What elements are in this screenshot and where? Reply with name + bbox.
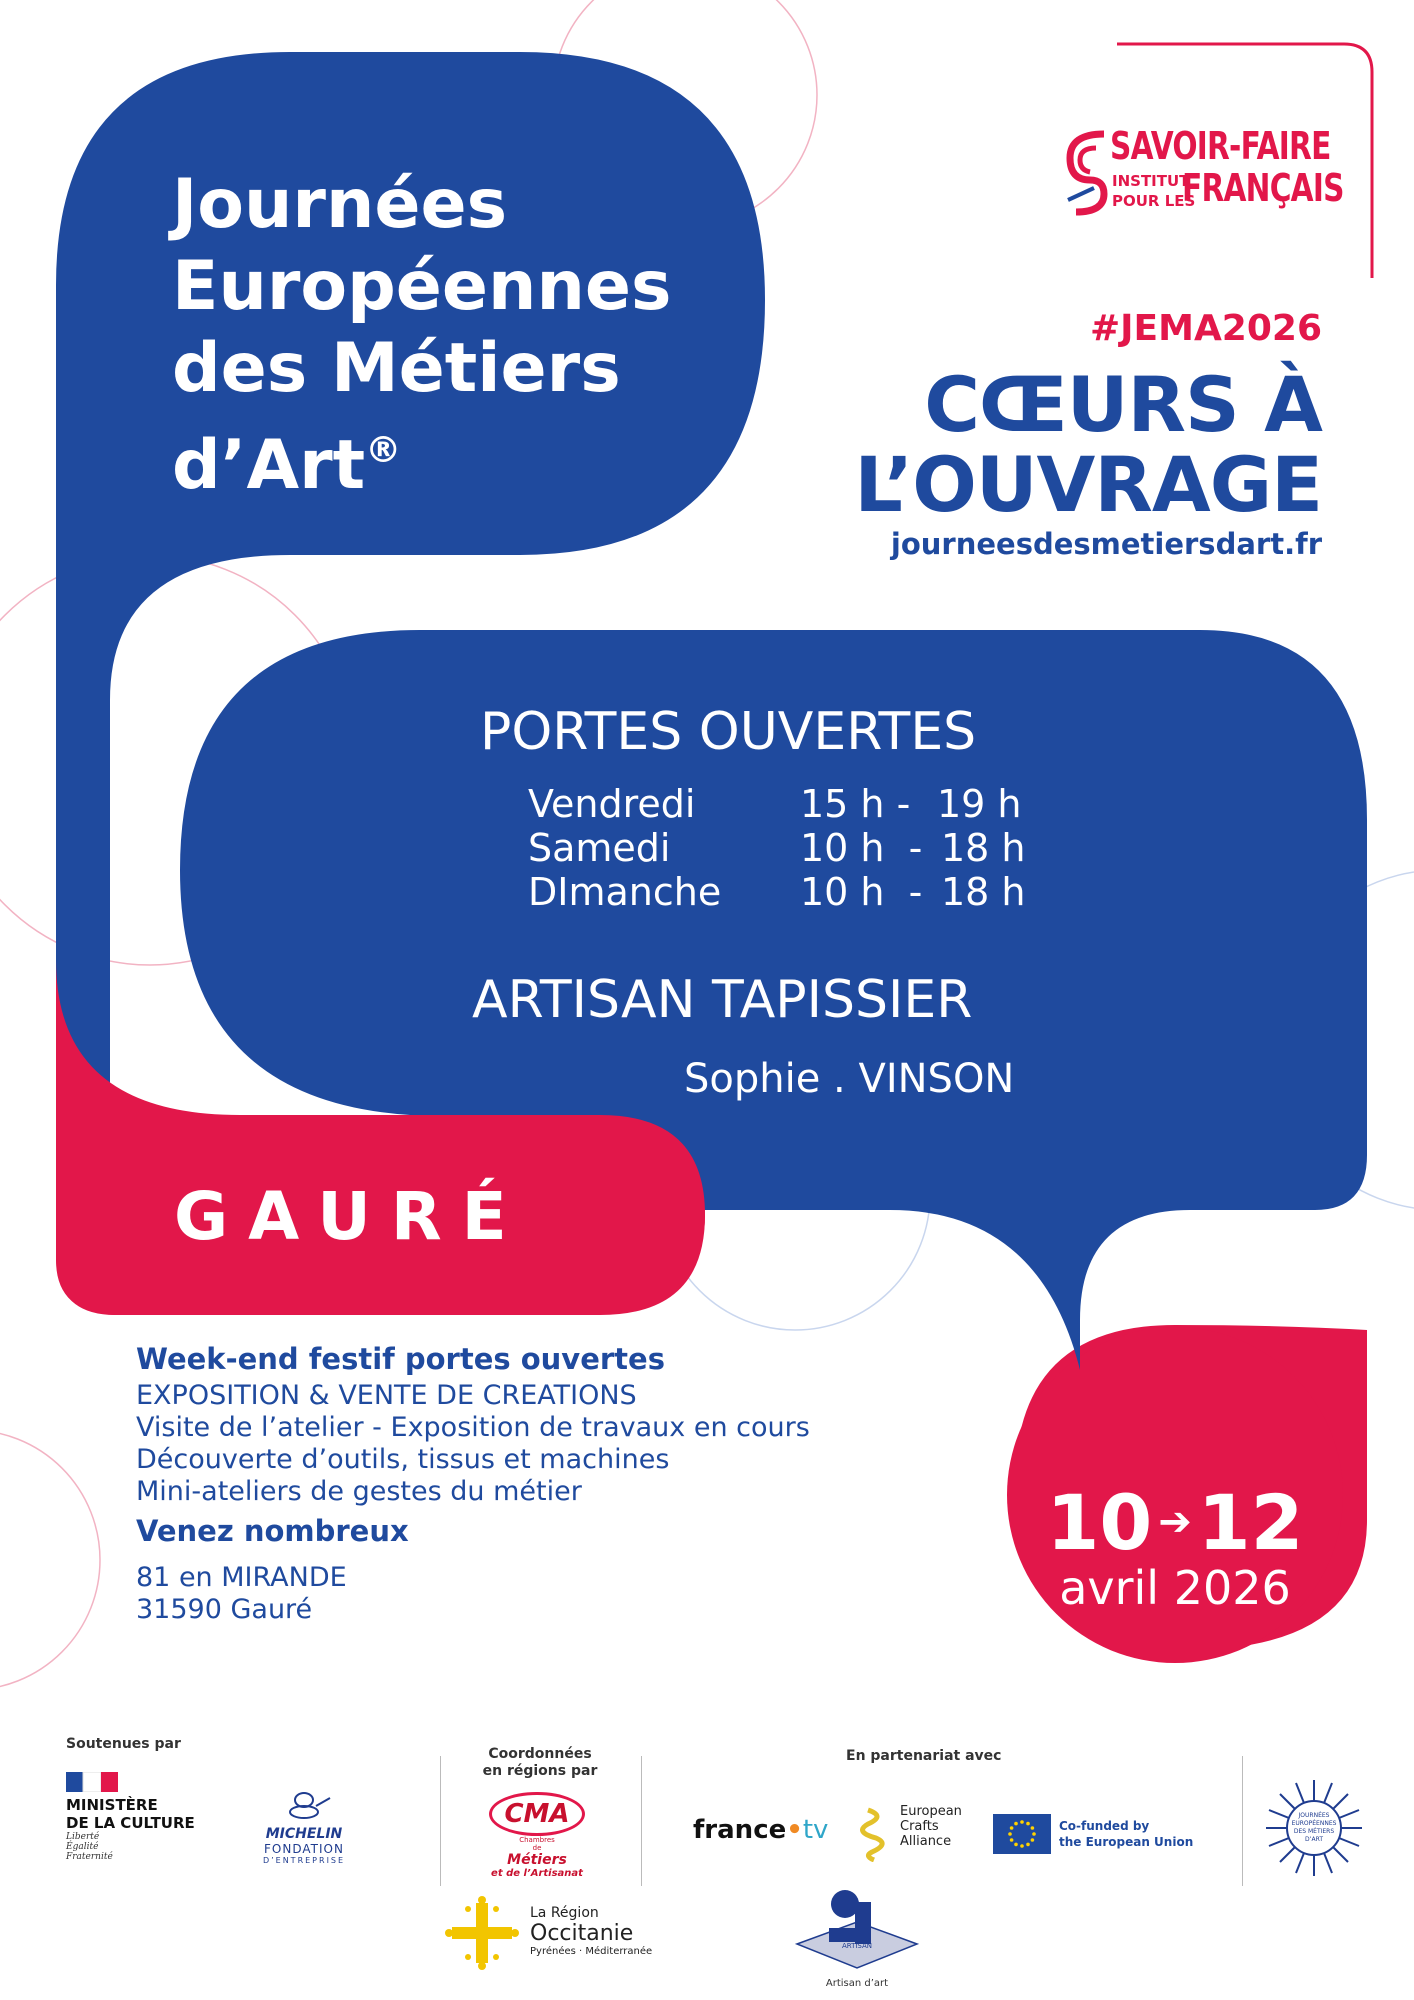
schedule-start: 15 h - xyxy=(800,782,911,826)
francetv-part2: tv xyxy=(802,1815,829,1845)
date-range xyxy=(1007,1478,1343,1567)
occitanie-line2: Occitanie xyxy=(530,1921,634,1946)
schedule-row xyxy=(528,826,1026,870)
jema-badge-line3: DES MÉTIERS xyxy=(1293,1828,1335,1835)
profession: ARTISAN TAPISSIER xyxy=(472,970,973,1030)
artisan-art-logo xyxy=(795,1888,919,1989)
marianne-flag-icon xyxy=(66,1772,118,1792)
ministere-line1: MINISTÈRE xyxy=(66,1796,158,1814)
coordinated-label xyxy=(472,1746,608,1780)
ministere-motto-3: Fraternité xyxy=(66,1852,113,1862)
jema-badge xyxy=(1264,1778,1364,1878)
savoir-faire-swirl-icon xyxy=(1064,128,1110,218)
cma-mark xyxy=(489,1792,584,1836)
title-line-3: des Métiers xyxy=(172,329,621,408)
occitan-cross-icon xyxy=(444,1895,520,1971)
savoir-faire-small1: INSTITUT xyxy=(1112,172,1190,190)
francetv-part1: france xyxy=(693,1815,787,1845)
event-heading: PORTES OUVERTES xyxy=(480,702,977,762)
cma-line2: de xyxy=(532,1844,542,1852)
schedule-start: 10 h - xyxy=(800,870,923,914)
website-link[interactable]: journeesdesmetiersdart.fr xyxy=(890,527,1322,561)
savoir-faire-line1: SAVOIR-FAIRE xyxy=(1110,124,1331,168)
coordinated-label-2: en régions par xyxy=(482,1763,598,1779)
footer-divider xyxy=(641,1756,642,1886)
cma-line3: Métiers xyxy=(507,1852,567,1868)
details-call: Venez nombreux xyxy=(136,1514,409,1548)
details-line: Découverte d’outils, tissus et machines xyxy=(136,1444,670,1475)
jema-badge-line4: D’ART xyxy=(1304,1836,1324,1843)
cma-logo xyxy=(482,1792,592,1879)
footer-divider xyxy=(1242,1756,1243,1886)
savoir-faire-logo xyxy=(1064,122,1344,222)
bibendum-icon xyxy=(274,1792,334,1822)
schedule-day: DImanche xyxy=(528,870,722,914)
savoir-faire-line2: FRANÇAIS xyxy=(1182,166,1344,210)
coordinated-label-1: Coordonnées xyxy=(488,1746,592,1762)
cma-line4: et de l’Artisanat xyxy=(491,1868,583,1879)
deco-circle-bottom-left xyxy=(0,1430,100,1690)
schedule-day: Samedi xyxy=(528,826,671,870)
francetv-dot: • xyxy=(786,1815,803,1845)
michelin-line1: FONDATION xyxy=(264,1842,344,1856)
details-block xyxy=(136,1342,810,1626)
arrow-icon: ➔ xyxy=(1158,1499,1192,1545)
ministere-line2: DE LA CULTURE xyxy=(66,1814,195,1832)
partnership-label: En partenariat avec xyxy=(846,1748,1002,1764)
registered-mark: ® xyxy=(365,430,402,471)
eca-wave-icon xyxy=(860,1806,892,1862)
eca-line2: Crafts xyxy=(900,1819,939,1834)
title-line-4-text: d’Art xyxy=(172,426,366,505)
cma-line1: Chambres xyxy=(519,1836,555,1844)
schedule-row xyxy=(528,870,1026,914)
artisan-art-badge: ARTISAN xyxy=(841,1942,873,1950)
details-line: Mini-ateliers de gestes du métier xyxy=(136,1476,582,1507)
address-line-1: 81 en MIRANDE xyxy=(136,1562,347,1593)
francetv-logo xyxy=(693,1815,828,1845)
ministere-motto-1: Liberté xyxy=(66,1832,100,1842)
footer-divider xyxy=(440,1756,441,1886)
schedule-end: 19 h xyxy=(937,782,1022,826)
eca-line3: Alliance xyxy=(900,1834,952,1849)
occitanie-text xyxy=(530,1905,652,1957)
occitanie-line3: Pyrénées · Méditerranée xyxy=(530,1946,653,1957)
artisan-art-caption: Artisan d’art xyxy=(825,1978,889,1989)
event-dates xyxy=(1007,1478,1343,1615)
schedule-start: 10 h - xyxy=(800,826,923,870)
occitanie-line1: La Région xyxy=(530,1905,599,1921)
eu-flag-icon xyxy=(993,1814,1051,1854)
title-line-1: Journées xyxy=(172,165,508,244)
jema-badge-text xyxy=(1288,1812,1340,1844)
town-name: GAURÉ xyxy=(174,1178,527,1255)
details-line: EXPOSITION & VENTE DE CREATIONS xyxy=(136,1380,637,1411)
supported-label: Soutenues par xyxy=(66,1736,181,1752)
artisan-art-emblem-icon xyxy=(795,1888,919,1972)
ministere-motto-2: Égalité xyxy=(66,1842,99,1852)
jema-badge-line2: EUROPÉENNES xyxy=(1291,1820,1337,1827)
ministere-logo xyxy=(66,1772,195,1862)
michelin-line2: D’ENTREPRISE xyxy=(262,1856,346,1865)
schedule-end: 18 h xyxy=(941,826,1026,870)
eu-text xyxy=(1059,1818,1193,1850)
eca-line1: European xyxy=(900,1804,962,1819)
schedule-row xyxy=(528,782,1022,826)
date-month-year: avril 2026 xyxy=(1059,1561,1291,1615)
theme-title xyxy=(854,360,1322,529)
artisan-name: Sophie . VINSON xyxy=(684,1056,1015,1102)
eu-line2: the European Union xyxy=(1059,1835,1194,1849)
date-start: 10 xyxy=(1046,1478,1153,1567)
hashtag: #JEMA2026 xyxy=(1089,308,1322,349)
eu-line1: Co-funded by xyxy=(1059,1819,1150,1833)
title-line-4 xyxy=(172,410,671,507)
michelin-brand: MICHELIN xyxy=(265,1826,343,1842)
schedule xyxy=(528,782,1026,914)
schedule-day: Vendredi xyxy=(528,782,696,826)
date-end: 12 xyxy=(1197,1478,1304,1567)
michelin-logo xyxy=(248,1792,360,1865)
address-line-2: 31590 Gauré xyxy=(136,1594,313,1625)
event-title xyxy=(172,164,671,507)
details-line: Visite de l’atelier - Exposition de travaux en cours xyxy=(136,1412,810,1443)
cma-mark-text: CMA xyxy=(504,1799,570,1829)
details-headline: Week-end festif portes ouvertes xyxy=(136,1342,665,1376)
schedule-end: 18 h xyxy=(941,870,1026,914)
theme-line-1: CŒURS À xyxy=(924,360,1322,449)
title-line-2: Européennes xyxy=(172,247,672,326)
jema-badge-line1: JOURNÉES xyxy=(1298,1812,1330,1819)
eca-logo xyxy=(860,1804,962,1849)
theme-line-2: L’OUVRAGE xyxy=(854,440,1322,529)
eu-logo xyxy=(993,1814,1193,1854)
savoir-faire-small2: POUR LES xyxy=(1112,192,1196,210)
